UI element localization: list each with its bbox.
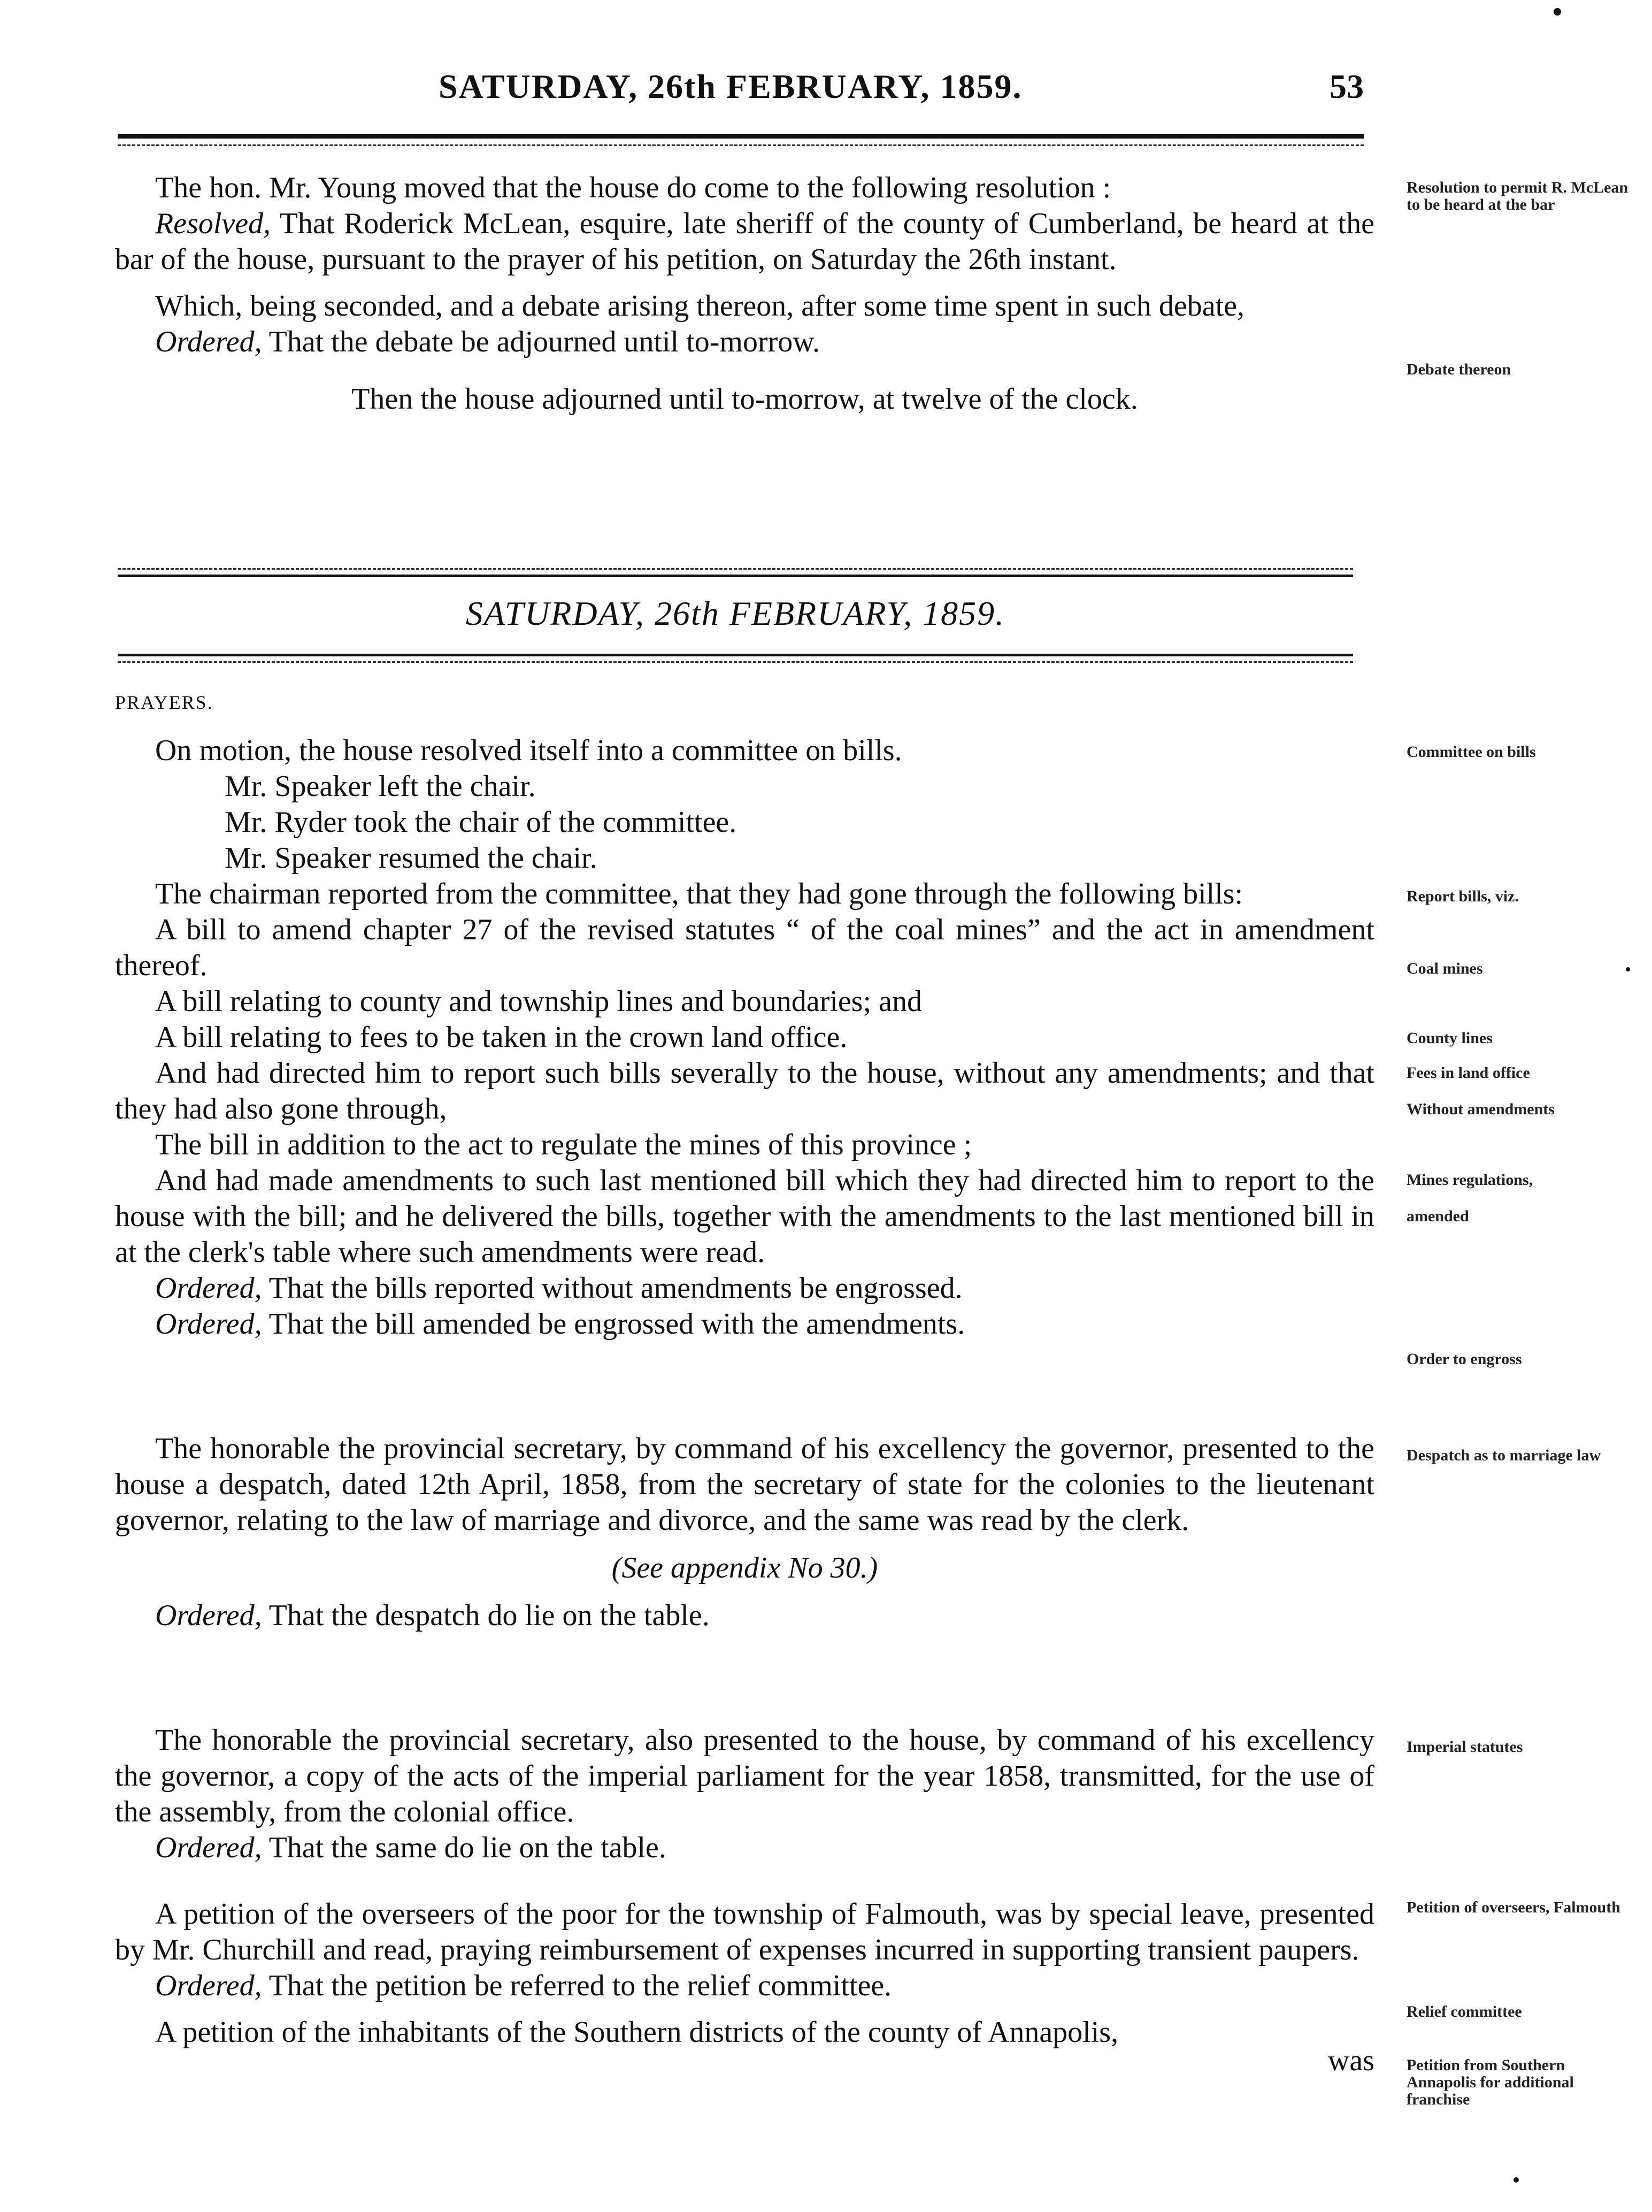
paragraph bbox=[115, 206, 1374, 278]
paragraph-text: That the debate be adjourned until to-morrow. bbox=[262, 325, 820, 358]
paragraph: Which, being seconded, and a debate arising thereon, after some time spent in such debate, bbox=[155, 289, 1245, 323]
page-number: 53 bbox=[1330, 67, 1364, 105]
paragraph: On motion, the house resolved itself into a committee on bills. bbox=[155, 734, 902, 767]
paragraph: Mr. Speaker left the chair. bbox=[225, 770, 536, 803]
paragraph-text: That the petition be referred to the relief committee. bbox=[262, 1969, 892, 2002]
day-subheading: SATURDAY, 26th FEBRUARY, 1859. bbox=[465, 594, 1005, 632]
paragraph: Mr. Speaker resumed the chair. bbox=[225, 841, 597, 875]
paragraph: A bill relating to fees to be taken in the crown land office. bbox=[155, 1021, 848, 1054]
paragraph: And had made amendments to such last mentioned bill which they had directed him to report to the house with the bill; and he delivered the bills, together with the amendments to the last mentioned bill in at the clerk's table where such amendments were read. bbox=[115, 1164, 1374, 1269]
section-committee bbox=[115, 733, 1374, 1342]
prayers-label: PRAYERS. bbox=[115, 692, 213, 713]
margin-note: Resolution to permit R. McLean to be heard at the bar bbox=[1407, 179, 1628, 213]
paragraph bbox=[115, 1598, 1374, 1634]
divider-rule bbox=[118, 654, 1353, 656]
ink-speck bbox=[1554, 8, 1561, 16]
paragraph-text: That the same do lie on the table. bbox=[262, 1831, 666, 1864]
margin-note: Committee on bills bbox=[1407, 743, 1536, 761]
ordered-label: Ordered, bbox=[155, 325, 262, 358]
appendix-reference: (See appendix No 30.) bbox=[611, 1551, 878, 1585]
margin-note: amended bbox=[1407, 1207, 1469, 1225]
ink-speck bbox=[1626, 967, 1630, 971]
ordered-label: Ordered, bbox=[155, 1272, 262, 1305]
paragraph: A petition of the overseers of the poor for the township of Falmouth, was by special leave, presented by Mr. Churchill and read, praying reimbursement of expenses incurred in supporting transient paupers. bbox=[115, 1897, 1374, 1966]
section-resolution bbox=[115, 170, 1374, 417]
paragraph: The chairman reported from the committee, that they had gone through the following bills: bbox=[155, 877, 1243, 910]
paragraph-text: That the despatch do lie on the table. bbox=[262, 1599, 710, 1632]
margin-note: Report bills, viz. bbox=[1407, 887, 1519, 905]
page-header bbox=[107, 67, 1364, 115]
ordered-label: Ordered, bbox=[155, 1307, 262, 1341]
paragraph: A petition of the inhabitants of the Southern districts of the county of Annapolis, bbox=[155, 2016, 1119, 2049]
margin-note: Relief committee bbox=[1407, 2003, 1522, 2020]
catchword: was bbox=[1327, 2044, 1374, 2077]
margin-note: Petition from Southern Annapolis for additional franchise bbox=[1407, 2056, 1574, 2108]
ink-speck bbox=[1513, 2177, 1519, 2183]
margin-note: Coal mines bbox=[1407, 960, 1483, 977]
margin-note: Fees in land office bbox=[1407, 1064, 1530, 1082]
ordered-label: Resolved, bbox=[155, 207, 271, 240]
paragraph-text: That Roderick McLean, esquire, late sheriff of the county of Cumberland, be heard at the bar of the house, pursuant to the prayer of his petition, on Saturday the 26th instant. bbox=[115, 207, 1374, 276]
paragraph bbox=[115, 1830, 1374, 1866]
paragraph: The hon. Mr. Young moved that the house do come to the following resolution : bbox=[155, 171, 1111, 204]
header-rule bbox=[118, 134, 1364, 139]
paragraph: The bill in addition to the act to regulate the mines of this province ; bbox=[155, 1128, 972, 1161]
margin-note: Imperial statutes bbox=[1407, 1738, 1523, 1756]
margin-note: Without amendments bbox=[1407, 1100, 1555, 1118]
divider-dashed bbox=[118, 661, 1353, 663]
margin-note: Debate thereon bbox=[1407, 361, 1511, 378]
paragraph bbox=[115, 1968, 1374, 2004]
section-imperial-statutes bbox=[115, 1723, 1374, 1866]
margin-note: Petition of overseers, Falmouth bbox=[1407, 1899, 1620, 1916]
running-title: SATURDAY, 26th FEBRUARY, 1859. bbox=[439, 67, 1023, 105]
paragraph bbox=[115, 324, 1374, 360]
margin-note: County lines bbox=[1407, 1029, 1493, 1047]
paragraph-text: That the bills reported without amendments be engrossed. bbox=[262, 1272, 963, 1305]
paragraph bbox=[115, 1306, 1374, 1342]
paragraph: The honorable the provincial secretary, by command of his excellency the governor, presented to the house a despatch, dated 12th April, 1858, from the secretary of state for the colonies to the lieutenant governor, relating to the law of marriage and divorce, and the same was read by the clerk. bbox=[115, 1432, 1374, 1537]
paragraph: A bill to amend chapter 27 of the revised statutes “ of the coal mines” and the act in amendment thereof. bbox=[115, 913, 1374, 982]
paragraph: And had directed him to report such bills severally to the house, without any amendments; and that they had also gone through, bbox=[115, 1057, 1374, 1126]
paragraph: The honorable the provincial secretary, also presented to the house, by command of his excellency the governor, a copy of the acts of the imperial parliament for the year 1858, transmitted, for the use of the assembly, from the colonial office. bbox=[115, 1724, 1374, 1828]
ordered-label: Ordered, bbox=[155, 1969, 262, 2002]
paragraph: A bill relating to county and township lines and boundaries; and bbox=[155, 985, 922, 1018]
divider-rule bbox=[118, 575, 1353, 577]
paragraph-text: That the bill amended be engrossed with the amendments. bbox=[262, 1307, 965, 1341]
section-petitions bbox=[115, 1896, 1374, 2079]
section-despatch bbox=[115, 1431, 1374, 1634]
margin-note: Despatch as to marriage law bbox=[1407, 1446, 1601, 1464]
margin-note: Order to engross bbox=[1407, 1350, 1522, 1368]
paragraph bbox=[115, 1270, 1374, 1306]
header-dashed-rule bbox=[118, 144, 1364, 146]
divider-dashed bbox=[118, 568, 1353, 570]
margin-note: Mines regulations, bbox=[1407, 1171, 1533, 1189]
adjournment: Then the house adjourned until to-morrow, at twelve of the clock. bbox=[351, 382, 1138, 416]
ordered-label: Ordered, bbox=[155, 1599, 262, 1632]
paragraph: Mr. Ryder took the chair of the committee. bbox=[225, 806, 737, 839]
ordered-label: Ordered, bbox=[155, 1831, 262, 1864]
